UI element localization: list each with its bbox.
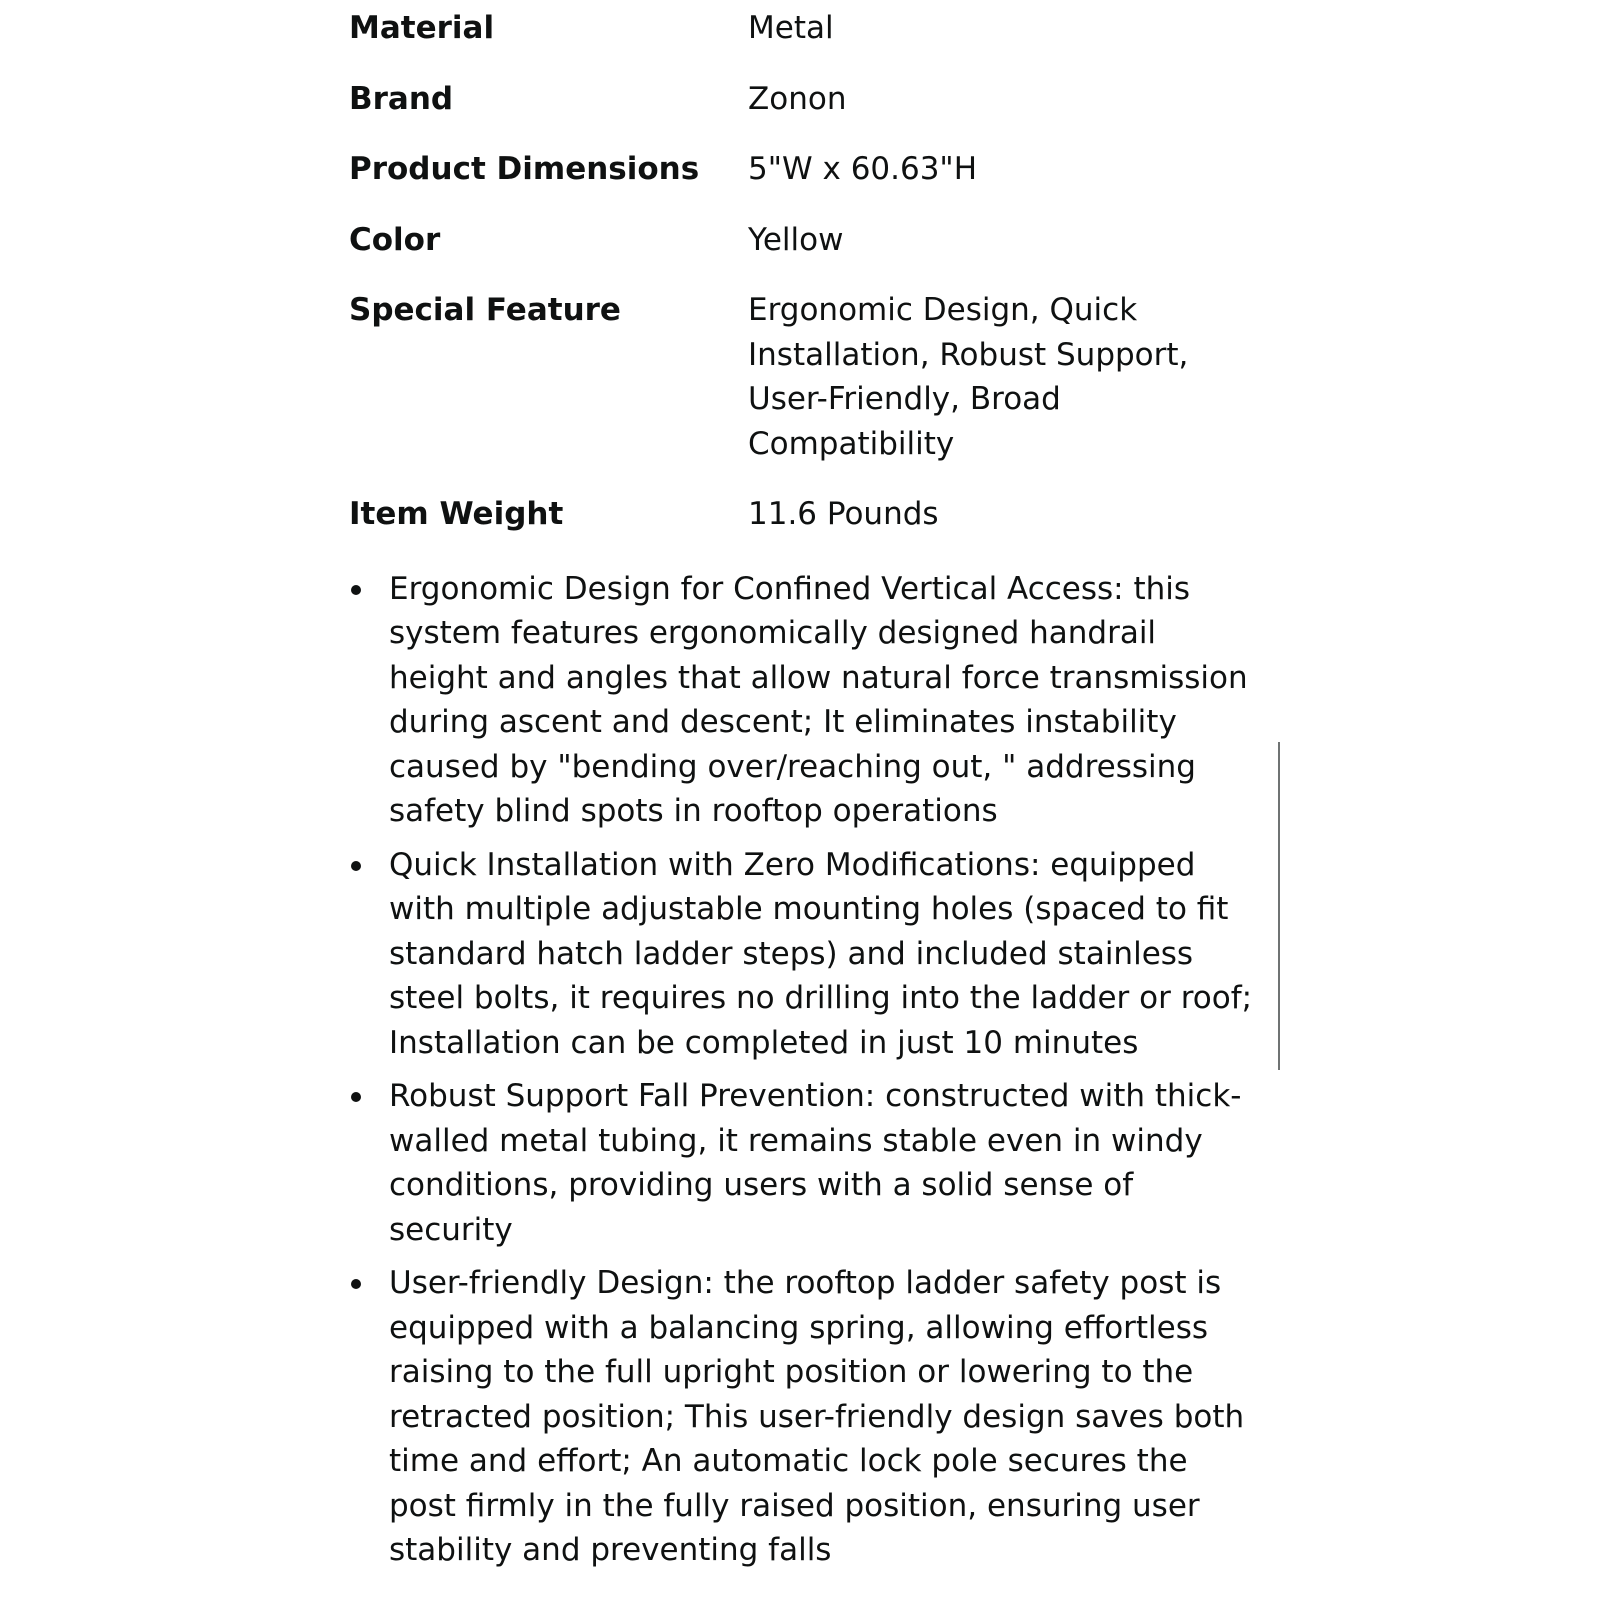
- feature-bullet-text: Robust Support Fall Prevention: constructed with thick-walled metal tubing, it remains stable even in windy conditions, providing users with a solid sense of security: [389, 1078, 1242, 1248]
- spec-row-color: [349, 212, 1259, 283]
- spec-label: Special Feature: [349, 292, 621, 328]
- feature-bullet: [349, 843, 1259, 1066]
- feature-bullet-text: User-friendly Design: the rooftop ladder safety post is equipped with a balancing spring, allowing effortless raising to the full upright position or lowering to the retracted position; This user-friendly design saves both time and effort; An automatic lock pole secures the post firmly in the fully raised position, ensuring user stability and preventing falls: [389, 1265, 1245, 1568]
- feature-bullet-text: Ergonomic Design for Confined Vertical Access: this system features ergonomically designed handrail height and angles that allow natural force transmission during ascent and descent; It eliminates instability caused by "bending over/reaching out, " addressing safety blind spots in rooftop operations: [389, 570, 1248, 829]
- spec-row-brand: [349, 71, 1259, 142]
- spec-label: Brand: [349, 80, 454, 117]
- feature-bullet-list: [349, 567, 1259, 1573]
- spec-value: 11.6 Pounds: [748, 496, 939, 532]
- bullet-dot-icon: [351, 861, 361, 871]
- spec-value: Yellow: [748, 221, 844, 258]
- spec-label: Item Weight: [349, 496, 564, 532]
- bullet-dot-icon: [351, 1279, 361, 1289]
- feature-bullet: [349, 1261, 1259, 1573]
- spec-label: Material: [349, 10, 495, 46]
- spec-value: Zonon: [748, 80, 847, 117]
- scrollbar-thumb[interactable]: [1278, 742, 1280, 1070]
- spec-label: Product Dimensions: [349, 151, 700, 187]
- bullet-dot-icon: [351, 1092, 361, 1102]
- spec-value: 5"W x 60.63"H: [748, 151, 978, 187]
- spec-value: Ergonomic Design, Quick Installation, Robust Support, User-Friendly, Broad Compatibility: [748, 292, 1189, 462]
- product-details-content: [349, 0, 1259, 1582]
- spec-value: Metal: [748, 10, 834, 46]
- feature-bullet: [349, 1074, 1259, 1252]
- spec-row-dimensions: [349, 141, 1259, 212]
- spec-row-material: [349, 0, 1259, 71]
- spec-row-special-feature: [349, 282, 1259, 486]
- product-specs-table: [349, 0, 1259, 557]
- feature-bullet-text: Quick Installation with Zero Modifications: equipped with multiple adjustable mounting holes (spaced to fit standard hatch ladder steps) and included stainless steel bolts, it requires no drilling into the ladder or roof; Installation can be completed in just 10 minutes: [389, 846, 1253, 1061]
- spec-label: Color: [349, 221, 441, 258]
- feature-bullet: [349, 567, 1259, 834]
- bullet-dot-icon: [351, 585, 361, 595]
- spec-row-item-weight: [349, 486, 1259, 557]
